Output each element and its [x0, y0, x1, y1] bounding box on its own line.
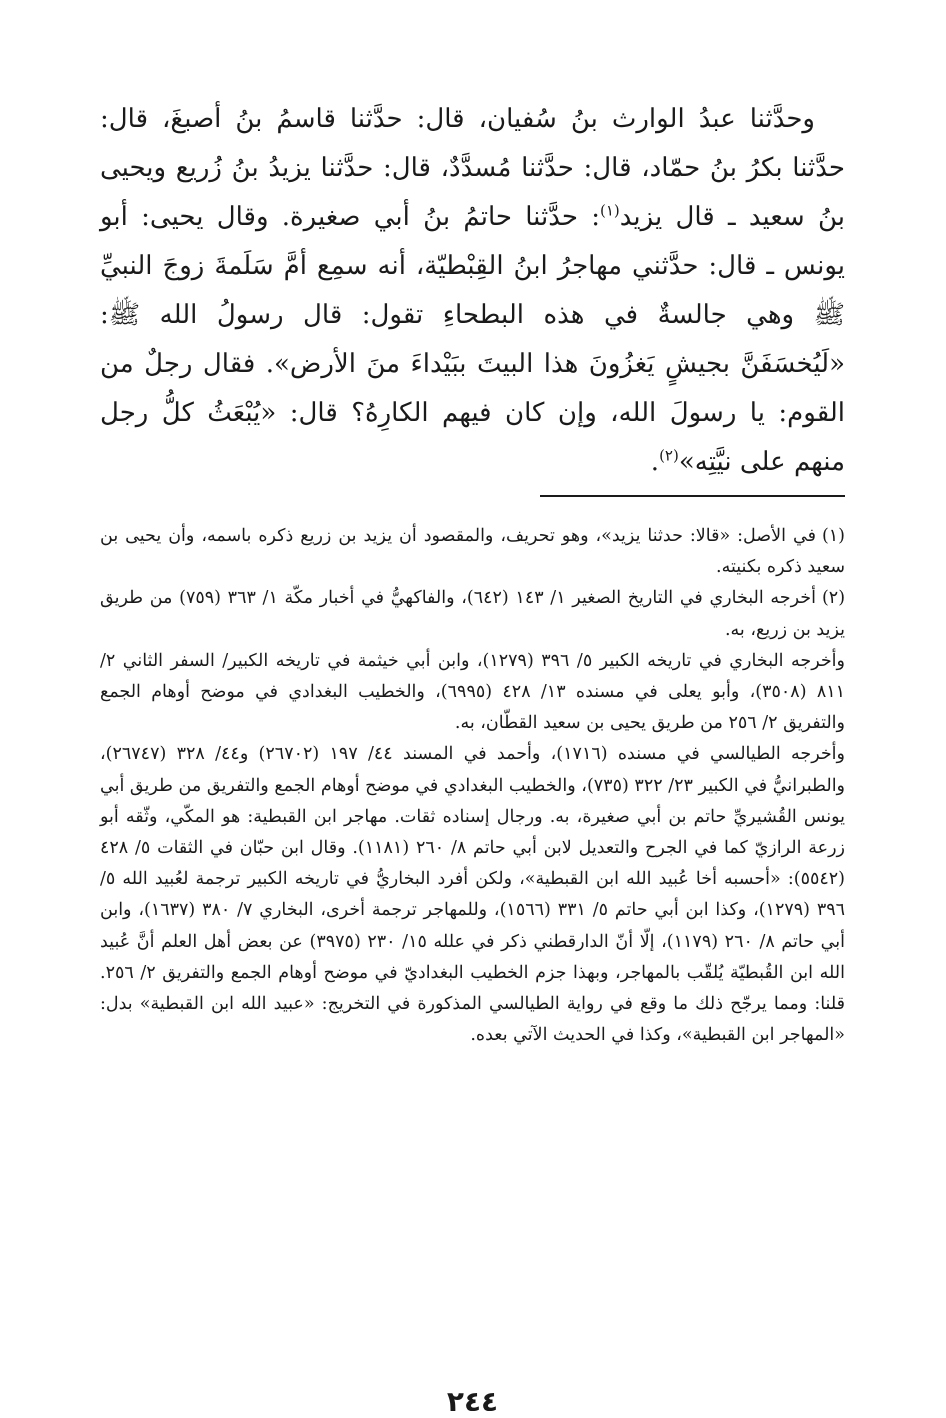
footnote-1-text: في الأصل: «قالا: حدثنا يزيد»، وهو تحريف، والمقصود أن يزيد بن زريع ذكره باسمه، وأن يحيى بن سعيد ذكره بكنيته. — [100, 526, 845, 578]
hadith-part-2: : حدَّثنا حاتمُ بنُ أبي صغيرة. وقال يحيى: أبو يونس ـ قال: حدَّثني مهاجرُ ابنُ القِبْطيّة، أنه سمِع أمَّ سَلَمةَ زوجَ النبيِّ ﷺ وهي جالسةٌ في هذه البطحاءِ تقول: قال رسولُ الله ﷺ: «لَيُخسَفَنَّ بجيشٍ يَغزُونَ هذا البيتَ ببَيْداءَ منَ الأرض». فقال رجلٌ من القوم: يا رسولَ الله، وإن كان فيهم الكارِهُ؟ قال: «يُبْعَثُ كلُّ رجل منهم على نيَّتِه» — [100, 202, 845, 477]
page-number: ٢٤٤ — [446, 1385, 499, 1418]
footnote-marker-1[interactable]: (١) — [599, 201, 620, 220]
footnotes — [100, 521, 845, 1051]
footnote-1 — [100, 521, 845, 583]
hadith-part-3: . — [650, 447, 660, 477]
footnote-2-paragraph-3: وأخرجه الطيالسي في مسنده (١٧١٦)، وأحمد في المسند ٤٤/ ١٩٧ (٢٦٧٠٢) و٤٤/ ٣٢٨ (٢٦٧٤٧)، والطبرانيُّ في الكبير ٢٣/ ٣٢٢ (٧٣٥)، والخطيب البغدادي في موضح أوهام الجمع والتفريق من طريق أبي يونس القُشيريِّ حاتم بن أبي صغيرة، به. ورجال إسناده ثقات. مهاجر ابن القبطية: هو المكّي، وثّقه أبو زرعة الرازيّ كما في الجرح والتعديل لابن أبي حاتم ٨/ ٢٦٠ (١١٨١). وقال ابن حبّان في الثقات ٥/ ٤٢٨ (٥٥٤٢): «أحسبه أخا عُبيد الله ابن القبطية»، ولكن أفرد البخاريُّ في تاريخه الكبير ترجمة لعُبيد الله ٥/ ٣٩٦ (١٢٧٩)، وكذا ابن أبي حاتم ٥/ ٣٣١ (١٥٦٦)، وللمهاجر ترجمة أخرى، البخاري ٧/ ٣٨٠ (١٦٣٧)، وابن أبي حاتم ٨/ ٢٦٠ (١١٧٩)، إلّا أنّ الدارقطني ذكر في علله ١٥/ ٢٣٠ (٣٩٧٥) عن بعض أهل العلم أنَّ عُبيد الله ابن القُبطيّة يُلقّب بالمهاجر، وبهذا جزم الخطيب البغداديّ في موضح أوهام الجمع والتفريق ٢/ ٢٥٦. قلنا: ومما يرجّح ذلك ما وقع في رواية الطيالسي المذكورة في التخريج: «عبيد الله ابن القبطية» بدل: «المهاجر ابن القبطية»، وكذا في الحديث الآتي بعده. — [100, 744, 846, 1046]
footnote-divider — [540, 495, 845, 497]
hadith-text — [100, 95, 845, 487]
footnote-marker-2[interactable]: (٢) — [659, 446, 679, 465]
footnote-2-text: أخرجه البخاري في التاريخ الصغير ١/ ١٤٣ (٦٤٢)، والفاكهيُّ في أخبار مكّة ١/ ٣٦٣ (٧٥٩) من طريق يزيد بن زريع، به. — [100, 588, 845, 640]
hadith-paragraph — [100, 95, 845, 487]
footnote-2-paragraph-2: وأخرجه البخاري في تاريخه الكبير ٥/ ٣٩٦ (١٢٧٩)، وابن أبي خيثمة في تاريخه الكبير/ السفر الثاني ٢/ ٨١١ (٣٥٠٨)، وأبو يعلى في مسنده ١٣/ ٤٢٨ (٦٩٩٥)، والخطيب البغدادي في موضح أوهام الجمع والتفريق ٢/ ٢٥٦ من طريق يحيى بن سعيد القطّان، به. — [100, 650, 846, 734]
footnote-2-number: (٢) — [821, 588, 846, 609]
footnote-1-number: (١) — [821, 526, 845, 546]
footnote-2 — [100, 583, 845, 645]
document-page — [100, 95, 846, 1418]
hadith-part-1: وحدَّثنا عبدُ الوارث بنُ سُفيان، قال: حدَّثنا قاسمُ بنُ أصبغَ، قال: حدَّثنا بكرُ بنُ حمّاد، قال: حدَّثنا مُسدَّدٌ، قال: حدَّثنا يزيدُ بنُ زُريع ويحيى بنُ سعيد ـ قال يزيد — [100, 104, 845, 232]
